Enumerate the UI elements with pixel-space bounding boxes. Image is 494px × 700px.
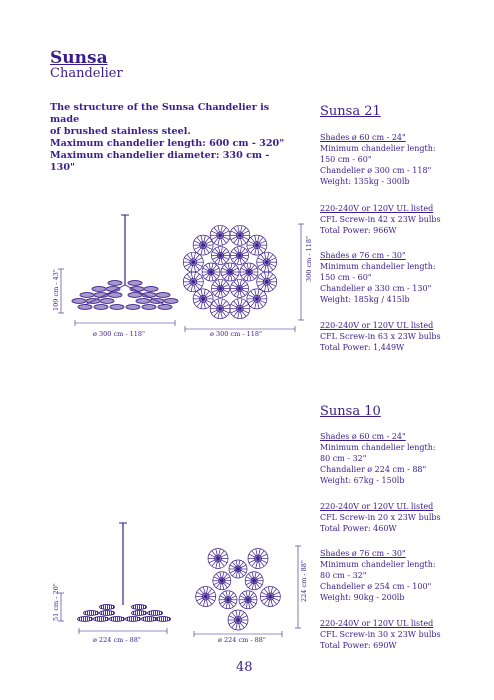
spec-min-length-label: Minimum chandelier length: bbox=[320, 443, 436, 452]
power-voltage: 220-240V or 120V UL listed bbox=[320, 204, 434, 213]
model-title-sunsa-10: Sunsa 10 bbox=[320, 404, 381, 419]
power-total: Total Power: 460W bbox=[320, 524, 397, 533]
spec-weight: Weight: 185kg / 415lb bbox=[320, 295, 410, 304]
spec-shades: Shades ø 60 cm - 24" bbox=[320, 432, 406, 441]
spec-min-length: 80 cm - 32" bbox=[320, 571, 367, 580]
spec-shades: Shades ø 60 cm - 24" bbox=[320, 133, 406, 142]
spec-diameter: Chandalier ø 224 cm - 88" bbox=[320, 465, 427, 474]
power-bulbs: CFL Screw-in 42 x 23W bulbs bbox=[320, 215, 441, 224]
sunsa-10-side-view bbox=[55, 515, 195, 650]
sunsa-21-top-view bbox=[175, 222, 305, 334]
dimension-height-top-21: 300 cm - 118" bbox=[305, 235, 313, 282]
power-voltage: 220-240V or 120V UL listed bbox=[320, 321, 434, 330]
spec-weight: Weight: 67kg - 150lb bbox=[320, 476, 405, 485]
spec-weight: Weight: 135kg - 300lb bbox=[320, 177, 410, 186]
power-block bbox=[320, 320, 470, 353]
spec-block bbox=[320, 132, 470, 187]
page-title: Sunsa bbox=[50, 48, 108, 68]
dimension-height-21: 109 cm - 43" bbox=[52, 269, 60, 311]
power-block bbox=[320, 618, 470, 651]
power-total: Total Power: 966W bbox=[320, 226, 397, 235]
spec-diameter: Chandelier ø 330 cm - 130" bbox=[320, 284, 432, 293]
page-number: 48 bbox=[236, 660, 253, 675]
page-subtitle: Chandelier bbox=[50, 66, 123, 81]
dimension-width-top-10: ø 224 cm - 88" bbox=[218, 636, 266, 644]
spec-shades: Shades ø 76 cm - 30" bbox=[320, 251, 406, 260]
spec-weight: Weight: 90kg - 200lb bbox=[320, 593, 405, 602]
spec-block bbox=[320, 250, 470, 305]
sunsa-10-top-view bbox=[190, 538, 305, 638]
power-bulbs: CFL Screw-in 20 x 23W bulbs bbox=[320, 513, 441, 522]
intro-line: of brushed stainless steel. bbox=[50, 126, 191, 137]
spec-min-length: 150 cm - 60" bbox=[320, 155, 372, 164]
model-title-sunsa-21: Sunsa 21 bbox=[320, 104, 381, 119]
power-block bbox=[320, 501, 470, 534]
spec-shades: Shades ø 76 cm - 30" bbox=[320, 549, 406, 558]
power-bulbs: CFL Screw-in 30 x 23W bulbs bbox=[320, 630, 441, 639]
intro-text bbox=[50, 102, 290, 174]
spec-min-length-label: Minimum chandelier length: bbox=[320, 560, 436, 569]
power-voltage: 220-240V or 120V UL listed bbox=[320, 619, 434, 628]
power-total: Total Power: 1,449W bbox=[320, 343, 405, 352]
spec-block bbox=[320, 431, 470, 486]
dimension-width-top-21: ø 300 cm - 118" bbox=[210, 330, 262, 338]
spec-min-length: 80 cm - 32" bbox=[320, 454, 367, 463]
power-block bbox=[320, 203, 470, 236]
spec-block bbox=[320, 548, 470, 603]
dimension-width-side-21: ø 300 cm - 118" bbox=[93, 330, 145, 338]
dimension-height-top-10: 224 cm - 88" bbox=[300, 560, 308, 602]
spec-diameter: Chandelier ø 254 cm - 100" bbox=[320, 582, 432, 591]
sunsa-21-side-view bbox=[55, 205, 195, 335]
intro-line: The structure of the Sunsa Chandelier is made bbox=[50, 102, 270, 125]
spec-diameter: Chandelier ø 300 cm - 118" bbox=[320, 166, 432, 175]
intro-line: Maximum chandelier diameter: 330 cm - 130" bbox=[50, 150, 270, 173]
dimension-width-side-10: ø 224 cm - 88" bbox=[93, 636, 141, 644]
power-total: Total Power: 690W bbox=[320, 641, 397, 650]
spec-min-length-label: Minimum chandelier length: bbox=[320, 144, 436, 153]
spec-min-length-label: Minimum chandelier length: bbox=[320, 262, 436, 271]
intro-line: Maximum chandelier length: 600 cm - 320" bbox=[50, 138, 285, 149]
spec-min-length: 150 cm - 60" bbox=[320, 273, 372, 282]
dimension-height-10: 51 cm - 20" bbox=[52, 583, 60, 621]
power-bulbs: CFL Screw-in 63 x 23W bulbs bbox=[320, 332, 441, 341]
power-voltage: 220-240V or 120V UL listed bbox=[320, 502, 434, 511]
